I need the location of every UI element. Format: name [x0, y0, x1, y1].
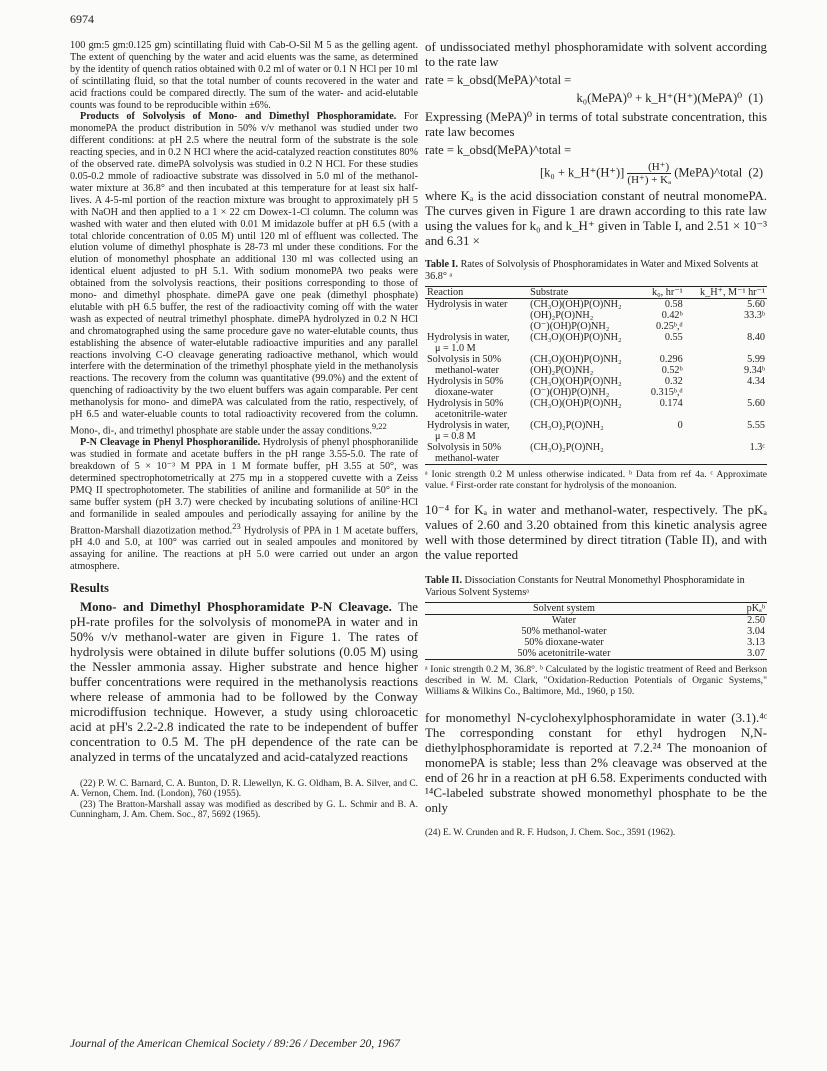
pn-paragraph: [70, 437, 418, 572]
table-row: [425, 648, 767, 660]
intro-paragraph: of undissociated methyl phosphoramidate with solvent according to the rate law: [425, 40, 767, 69]
table-1-caption: [425, 259, 767, 283]
table-cell: (OH)₂P(O)NH₂: [530, 365, 594, 376]
table-cell: [685, 387, 767, 398]
table-1-body: [425, 299, 767, 465]
table-cell: (CH₃O)(OH)P(O)NH₂: [530, 299, 622, 310]
table-1-footnote: ᵃ Ionic strength 0.2 M unless otherwise indicated. ᵇ Data from ref 4a. ᶜ Approximate value. ᵈ First-order rate constant for hydrolysis of the monoanion.: [425, 469, 767, 491]
table-1-header: k_H⁺, M⁻¹ hr⁻¹: [685, 287, 767, 299]
table-row: [425, 615, 767, 627]
journal-footer: Journal of the American Chemical Society / 89:26 / December 20, 1967: [70, 1038, 401, 1050]
table-1-header: Reaction: [425, 287, 528, 299]
table-cell: 0.58: [664, 299, 683, 310]
table-cell: 3.04: [747, 626, 765, 637]
table-cell: 50% methanol-water: [521, 626, 607, 637]
table-cell: [642, 409, 685, 420]
equation-1-body: k₀(MePA)⁰ + k_H⁺(H⁺)(MePA)⁰: [576, 91, 743, 105]
table-cell: (CH₃O)(OH)P(O)NH₂: [530, 376, 622, 387]
table-cell: methanol-water: [435, 365, 499, 376]
table-row: [425, 343, 767, 354]
pn-text: Hydrolysis of phenyl phosphoranilide was studied in formate and acetate buffers in the pH range 3.55-5.0. The rate of breakdown of 5 × 10⁻³ M PPA in 1 M formate buffer, pH 3.55 at 50°, was determined spectrophotometrically at 275 mμ in a stoppered cuvette with a Zeiss PMQ II spectrophotometer. The stabilities of aniline and formanilide at 50° in the same buffer system (pH 3.7) were checked by incubating solutions of aniline·HCl and formanilide in sealed ampoules and periodically assaying for aniline by the Bratton-Marshall diazotization method.: [70, 437, 418, 537]
left-column: [70, 40, 418, 821]
table-cell: 50% acetonitrile-water: [425, 648, 703, 660]
table-cell: [685, 453, 767, 465]
table-cell: dioxane-water: [435, 387, 494, 398]
table-row: [425, 409, 767, 420]
table-row: [425, 420, 767, 431]
table-cell: 3.13: [747, 637, 765, 648]
table-2-caption-text: Dissociation Constants for Neutral Monomethyl Phosphoramidate in Various Solvent Systemsᵃ: [425, 575, 745, 598]
left-references: [70, 779, 418, 821]
table-row: [425, 310, 767, 321]
table-cell: 0.32: [664, 376, 683, 387]
table-cell: (CH₃O)(OH)P(O)NH₂: [530, 354, 622, 365]
pn-text-2: Hydrolysis of PPA in 1 M acetate buffers, pH 4.0 and 5.0, at 100° was carried out in sealed ampoules and monitored by assaying for aniline. The reactions at pH 5.0 were carried out under an argon atmosphere.: [70, 525, 418, 572]
table-cell: [528, 431, 642, 442]
table-row: [425, 365, 767, 376]
methods-block: [70, 40, 418, 573]
table-row: [425, 376, 767, 387]
table-2-caption: [425, 575, 767, 599]
results-paragraph: [70, 600, 418, 765]
fraction-numerator: (H⁺): [627, 161, 671, 174]
table-cell: Solvolysis in 50%: [427, 442, 502, 453]
ref-22: (22) P. W. C. Barnard, C. A. Bunton, D. R. Llewellyn, K. G. Oldham, B. A. Silver, and C. A. Vernon, Chem. Ind. (London), 760 (1955).: [70, 778, 418, 800]
table-row: [425, 453, 767, 465]
table-row: [425, 398, 767, 409]
table-cell: (CH₃O)₂P(O)NH₂: [530, 420, 604, 431]
table-1-caption-text: Rates of Solvolysis of Phosphoramidates in Water and Mixed Solvents at 36.8° ᵃ: [425, 259, 759, 282]
table-cell: 0.25ᵇ,ᵈ: [655, 321, 683, 332]
table-cell: 5.60: [747, 299, 765, 310]
equation-1-rhs: [425, 91, 767, 106]
results-heading: Results: [70, 580, 109, 595]
table-row: [425, 626, 767, 637]
table-cell: [642, 453, 685, 465]
table-cell: 0: [677, 420, 683, 431]
table-2-label: Table II.: [425, 575, 462, 586]
table-cell: [528, 343, 642, 354]
page-number: 6974: [70, 12, 94, 26]
table-row: [425, 442, 767, 453]
table-2-header-row: [425, 603, 767, 615]
table-1: [425, 286, 767, 465]
table-1-header: k₀, hr⁻¹: [642, 287, 685, 299]
table-2-body: [425, 615, 767, 660]
results-text: The pH-rate profiles for the solvolysis of monomePA in water and in 50% v/v methanol-water are given in Figure 1. The rates of hydrolysis were obtained in dilute buffer solutions (0.05 M) using the Nessler ammonia assay. Higher substrate and hence higher buffer concentrations were required in the methanolysis reactions where release of ammonia had to be followed by the Conway microdiffusion technique. However, a study using chloroacetic acid at pH's 2.2-2.8 indicated the rate to be independent of buffer concentration to 0.5 M. The pH dependence of the rate can be analyzed in terms of the uncatalyzed and acid-catalyzed reactions: [70, 599, 419, 764]
table-1-header: Substrate: [528, 287, 642, 299]
table-row: [425, 332, 767, 343]
table-cell: 0.52ᵇ: [661, 365, 683, 376]
products-paragraph: [70, 111, 418, 437]
products-text: For monomePA the product distribution in 50% v/v methanol was studied under two different conditions: at pH 2.5 where the neutral form of the substrate is the sole reacting species, and in 0.2 N HCl where the acid-catalyzed reaction constitutes 80% of the observed rate. dimePA solvolysis was studied in 0.2 N HCl. For these studies 0.05-0.2 mmole of radioactive substrate was dissolved in 5.0 ml of the methanol-water mixture at 36.8° and then incubated at this temperature for at least six half-lives. A 4-5-ml portion of the reaction mixture was brought to approximately pH 5 with NaOH and then applied to a 1 × 22 cm Dowex-1-Cl column. The column was washed with water and then eluted with 0.01 M imidazole buffer at pH 6.5 (with a total chloride concentration of 0.05 M) until 120 ml of effluent was collected. The elution volume of dimethyl phosphate is 28-73 ml under these conditions. For the elution of monomethyl phosphate an additional 130 ml was collected using an identical eluent adjusted to pH 5.1. With sodium monomePA two peaks were obtained from the solvolysis reactions, their positions corresponding to those of mono- and dimethyl phosphate. dimePA gave one peak (dimethyl phosphate) elutable with pH 6.5 buffer, the rest of the radioactivity coming off with the water wash as expected of neutral trimethyl phosphate. dimePA hydrolyzed in 0.2 N HCl and chromatographed using the same procedure gave no water-elutable counts, thus establishing the absence of water-elutable radioactive impurities and any parallel reactions involving C-O cleavage generating radioactive methanol, which would interfere with the determination of the trimethyl phosphate yield in the methanolysis reactions. The recovery from the column was quantitative (99.0%) and the extent of quenching of radioactivity by the two eluent buffers was again comparable. Per cent methanolysis for mono- and dimePA was calculated from the ratio, respectively, of pH 6.5 and water-eluable counts to total radioactivity recovered from the column. Mono-, di-, and trimethyl phosphate are stable under the assay conditions.: [70, 111, 419, 437]
table-cell: 50% dioxane-water: [524, 637, 604, 648]
table-cell: [425, 321, 528, 332]
equation-2-part-b: (MePA)^total: [674, 165, 743, 180]
table-row: [425, 354, 767, 365]
table-2: [425, 602, 767, 660]
table-cell: [685, 321, 767, 332]
table-cell: Hydrolysis in water,: [427, 420, 510, 431]
table-cell: methanol-water: [425, 453, 528, 465]
table-cell: Solvolysis in 50%: [427, 354, 502, 365]
table-cell: μ = 1.0 M: [435, 343, 476, 354]
table-cell: [685, 409, 767, 420]
equation-1-number: (1): [748, 91, 763, 105]
ref-23: (23) The Bratton-Marshall assay was modified as described by G. L. Schmir and B. A. Cunningham, J. Am. Chem. Soc., 87, 5692 (1965).: [70, 799, 418, 821]
table-cell: Water: [551, 615, 576, 626]
table-2-header: Solvent system: [425, 603, 703, 615]
equation-2-number: (2): [748, 165, 763, 180]
table-cell: 1.3ᶜ: [749, 442, 765, 453]
table-cell: [528, 453, 642, 465]
table-cell: (OH)₂P(O)NH₂: [530, 310, 594, 321]
table-cell: 0.42ᵇ: [661, 310, 683, 321]
table-cell: (CH₃O)₂P(O)NH₂: [530, 442, 604, 453]
equation-2-fraction: [627, 161, 671, 186]
table-cell: (O⁻)(OH)P(O)NH₂: [530, 321, 610, 332]
table-cell: 5.99: [747, 354, 765, 365]
equation-2-part-a: [k₀ + k_H⁺(H⁺)]: [539, 165, 625, 180]
table-cell: 8.40: [747, 332, 765, 343]
fraction-denominator: (H⁺) + Kₐ: [627, 174, 672, 186]
table-2-footnote: ᵃ Ionic strength 0.2 M, 36.8°. ᵇ Calculated by the logistic treatment of Reed and Berkson described in W. M. Clark, "Oxidation-Reduction Potentials of Organic Systems," Williams & Wilkins Co., Baltimore, Md., 1960, p 150.: [425, 664, 767, 697]
products-heading: Products of Solvolysis of Mono- and Dimethyl Phosphoramidate.: [80, 111, 397, 123]
table-row: [425, 387, 767, 398]
table-cell: 0.55: [664, 332, 683, 343]
table-cell: 9.34ᵇ: [744, 365, 765, 376]
pn-heading: P-N Cleavage in Phenyl Phosphoranilide.: [80, 437, 261, 449]
pka-paragraph: 10⁻⁴ for Kₐ in water and methanol-water, respectively. The pKₐ values of 2.60 and 3.20 obtained from this kinetic analysis agree well with those determined by direct titration (Table II), and with the value reported: [425, 503, 767, 562]
table-cell: 0.315ᵇ,ᵈ: [650, 387, 683, 398]
table-cell: μ = 0.8 M: [435, 431, 476, 442]
table-cell: [642, 431, 685, 442]
table-cell: Hydrolysis in 50%: [427, 376, 504, 387]
table-cell: [642, 343, 685, 354]
table-cell: 0.296: [659, 354, 683, 365]
table-row: [425, 637, 767, 648]
equation-2-lhs: rate = k_obsd(MePA)^total =: [425, 143, 572, 157]
table-cell: 3.07: [703, 648, 767, 660]
where-paragraph: where Kₐ is the acid dissociation constant of neutral monomePA. The curves given in Figure 1 are drawn according to this rate law using the values for k₀ and k_H⁺ given in Table I, and 2.51 × 10⁻³ and 6.31 ×: [425, 189, 767, 248]
table-cell: 33.3ᵇ: [744, 310, 765, 321]
equation-1-lhs: rate = k_obsd(MePA)^total =: [425, 73, 572, 87]
table-cell: 5.60: [747, 398, 765, 409]
table-cell: 5.55: [747, 420, 765, 431]
table-cell: 0.174: [659, 398, 683, 409]
table-cell: (O⁻)(OH)P(O)NH₂: [530, 387, 610, 398]
equation-2-rhs: [425, 161, 767, 186]
table-cell: 4.34: [747, 376, 765, 387]
mid-paragraph: Expressing (MePA)⁰ in terms of total substrate concentration, this rate law becomes: [425, 110, 767, 139]
table-1-label: Table I.: [425, 259, 459, 270]
table-cell: Hydrolysis in water,: [427, 332, 510, 343]
results-subheading: Mono- and Dimethyl Phosphoramidate P-N Cleavage.: [80, 599, 392, 614]
table-cell: (CH₃O)(OH)P(O)NH₂: [530, 398, 622, 409]
right-column: [425, 40, 767, 839]
products-refs: 9,22: [371, 421, 387, 431]
table-cell: [685, 343, 767, 354]
table-cell: 2.50: [747, 615, 765, 626]
table-2-header: pKₐᵇ: [703, 603, 767, 615]
table-cell: [642, 442, 685, 453]
table-row: [425, 431, 767, 442]
table-row: [425, 321, 767, 332]
table-cell: Hydrolysis in 50%: [427, 398, 504, 409]
table-cell: Hydrolysis in water: [427, 299, 508, 310]
table-1-header-row: [425, 287, 767, 299]
pn-ref: 23: [232, 520, 241, 531]
results-block: [70, 600, 418, 765]
scintillation-paragraph: 100 gm:5 gm:0.125 gm) scintillating fluid with Cab-O-Sil M 5 as the gelling agent. The extent of quenching by the water and acid eluents was the same, as determined by the identity of quench ratios obtained with 0.2 ml of water or 0.1 N HCl per 10 ml of scintillating fluid, so that the total number of counts recovered in the water and acid fractions could be compared directly. The sum of the water- and acid-elutable counts was found to be reproducible within ±6%.: [70, 40, 418, 111]
table-cell: (CH₃O)(OH)P(O)NH₂: [530, 332, 622, 343]
table-cell: [425, 310, 528, 321]
table-cell: [528, 409, 642, 420]
table-cell: [685, 431, 767, 442]
ref-24: (24) E. W. Crunden and R. F. Hudson, J. Chem. Soc., 3591 (1962).: [425, 828, 676, 838]
monoanion-paragraph: for monomethyl N-cyclohexylphosphoramidate in water (3.1).⁴ᶜ The corresponding constant for ethyl hydrogen N,N-diethylphosphoramidate is reported at 7.2.²⁴ The monoanion of monomePA is stable; less than 2% cleavage was observed at the end of 26 hr in a reaction at pH 6.58. Experiments conducted with ¹⁴C-labeled substrate showed monomethyl phosphate to be the only: [425, 711, 767, 815]
table-row: [425, 299, 767, 311]
table-cell: acetonitrile-water: [435, 409, 507, 420]
